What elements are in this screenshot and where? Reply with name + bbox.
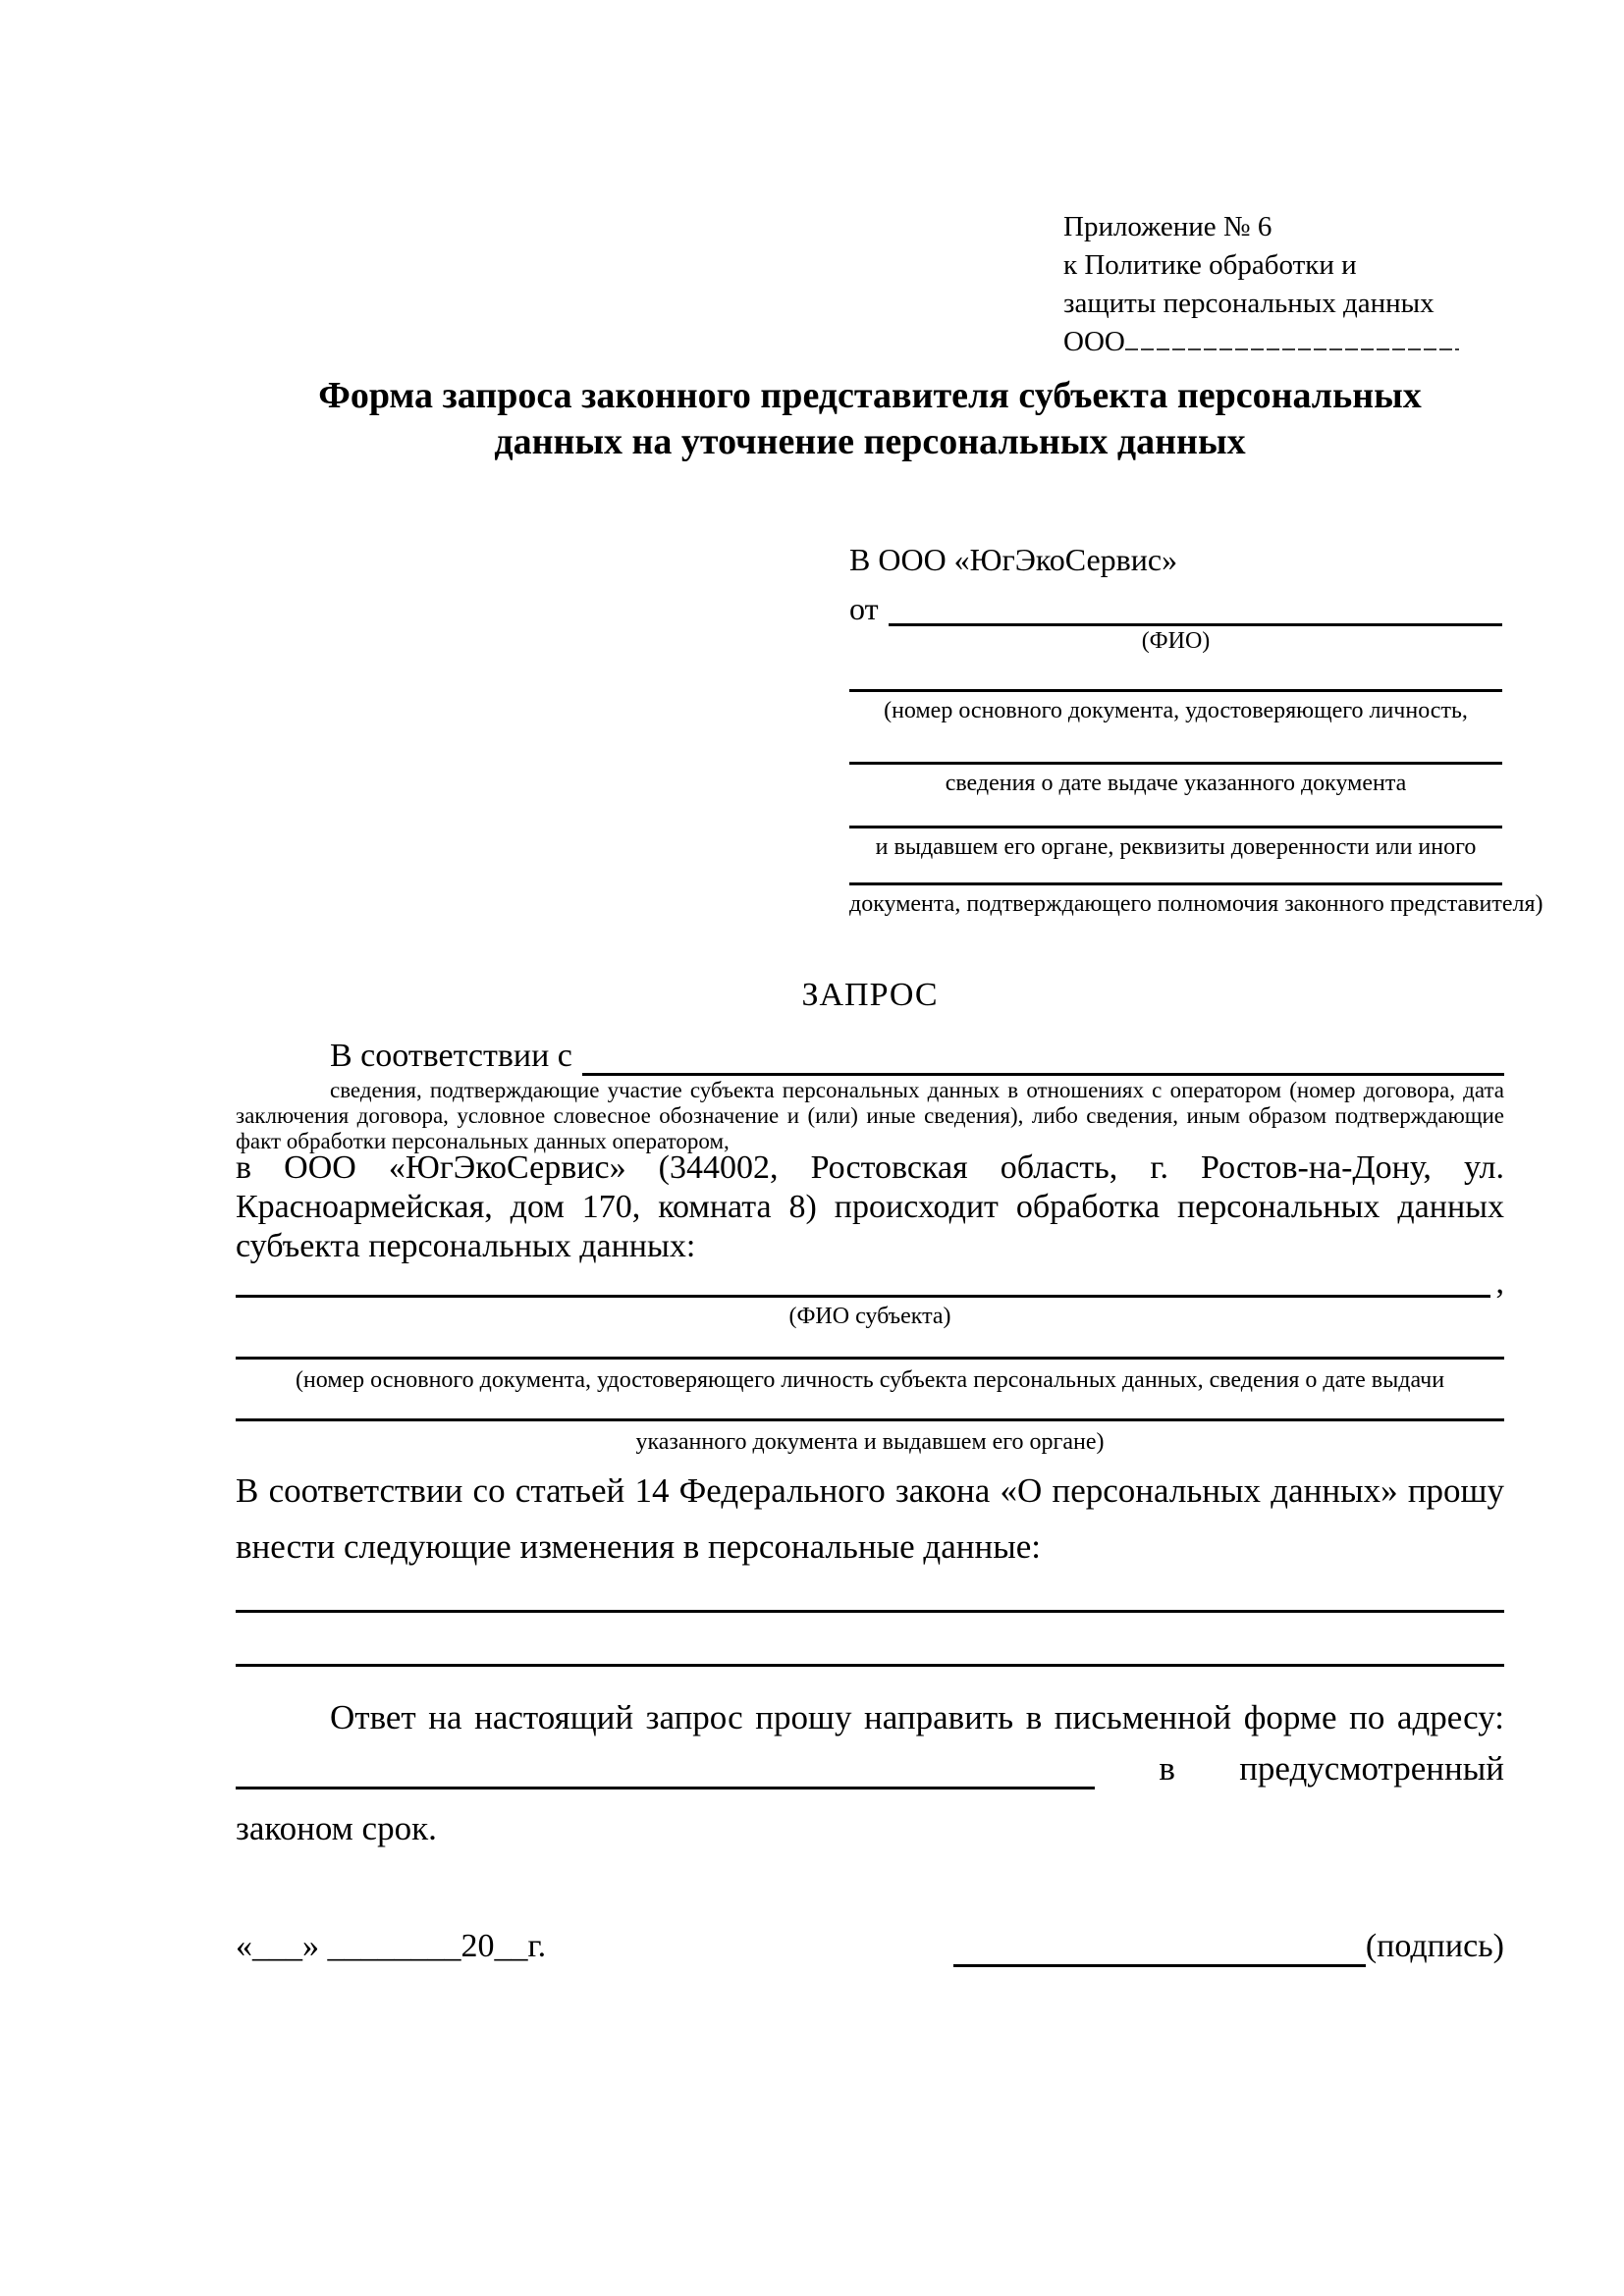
appendix-block [1063,208,1495,361]
reply-paragraph-line: Ответ на настоящий запрос прошу направить в письменной форме по адресу: [330,1698,1504,1736]
subject-fio-row [236,1264,1504,1301]
form-title [236,373,1504,465]
subject-doc-caption: (номер основного документа, удостоверяющего личность субъекта персональных данных, сведения о дате выдачи [295,1367,1445,1393]
signature-blank[interactable] [953,1926,1366,1967]
reply-word: предусмотренный [1239,1749,1504,1788]
accordance-row [236,1037,1504,1076]
id-doc-caption: (номер основного документа, удостоверяющего личность, [884,698,1468,723]
subject-fio-caption: (ФИО субъекта) [788,1304,951,1329]
appendix-line: Приложение № 6 [1063,211,1272,242]
request-heading: ЗАПРОС [801,977,939,1013]
article-paragraph: В соответствии со статьей 14 Федерального закона «О персональных данных» прошу внести следующие изменения в персональные данные: [236,1471,1504,1566]
date-field[interactable]: «___» ________20__г. [236,1928,547,1964]
accordance-basis-blank[interactable] [582,1037,1504,1076]
trailing-comma: , [1495,1264,1504,1301]
id-doc-caption: и выдавшем его органе, реквизиты доверенности или иного [875,834,1477,860]
appendix-line: к Политике обработки и [1063,249,1357,281]
form-title-line: Форма запроса законного представителя субъекта персональных [318,375,1422,416]
changes-blank[interactable] [236,1664,1504,1667]
subject-doc-blank[interactable] [236,1357,1504,1360]
subject-block [236,1264,1504,1457]
id-doc-caption: сведения о дате выдаче указанного документа [945,771,1407,796]
reply-closing: законом срок. [236,1809,437,1847]
form-title-line: данных на уточнение персональных данных [494,421,1246,462]
id-doc-blank[interactable] [849,762,1502,765]
accordance-prefix: В соответствии с [330,1038,572,1074]
id-doc-blank[interactable] [849,689,1502,692]
fine-print-note: сведения, подтверждающие участие субъекта персональных данных в отношениях с оператором (номер договора, дата заключения договора, условное словесное обозначение и (или) иные сведения), либо сведения, иным образом подтверждающие факт обработки персональных данных оператором, [236,1078,1504,1153]
subject-doc-caption: указанного документа и выдавшем его органе) [635,1429,1105,1455]
fio-caption: (ФИО) [1141,628,1211,654]
reply-address-blank[interactable] [236,1787,1095,1789]
addressee-organization: В ООО «ЮгЭкоСервис» [849,542,1178,577]
subject-fio-blank[interactable] [236,1295,1490,1298]
signature-caption: (подпись) [1365,1928,1504,1964]
id-doc-blank[interactable] [849,826,1502,828]
subject-doc-blank[interactable] [236,1418,1504,1421]
reply-word: в [1159,1749,1175,1788]
footer-row [236,1926,1504,1967]
operator-paragraph: в ООО «ЮгЭкоСервис» (344002, Ростовская область, г. Ростов-на-Дону, ул. Красноармейская, дом 170, комната 8) происходит обработка персональных данных субъекта персональных данных: [236,1149,1504,1264]
from-label: от [849,591,879,626]
from-row [849,591,1502,626]
id-doc-blank[interactable] [849,882,1502,885]
signature-group [953,1926,1504,1967]
changes-blank[interactable] [236,1610,1504,1613]
company-name-blank[interactable] [1125,325,1459,350]
appendix-line: защиты персональных данных [1063,288,1435,319]
reply-block [236,1695,1504,1848]
addressee-block [849,540,1543,919]
representative-name-blank[interactable] [889,591,1502,626]
appendix-company-line [1063,323,1495,361]
id-doc-caption: документа, подтверждающего полномочия законного представителя) [849,891,1543,917]
company-prefix: ООО [1063,326,1125,357]
reply-address-row [236,1748,1504,1789]
